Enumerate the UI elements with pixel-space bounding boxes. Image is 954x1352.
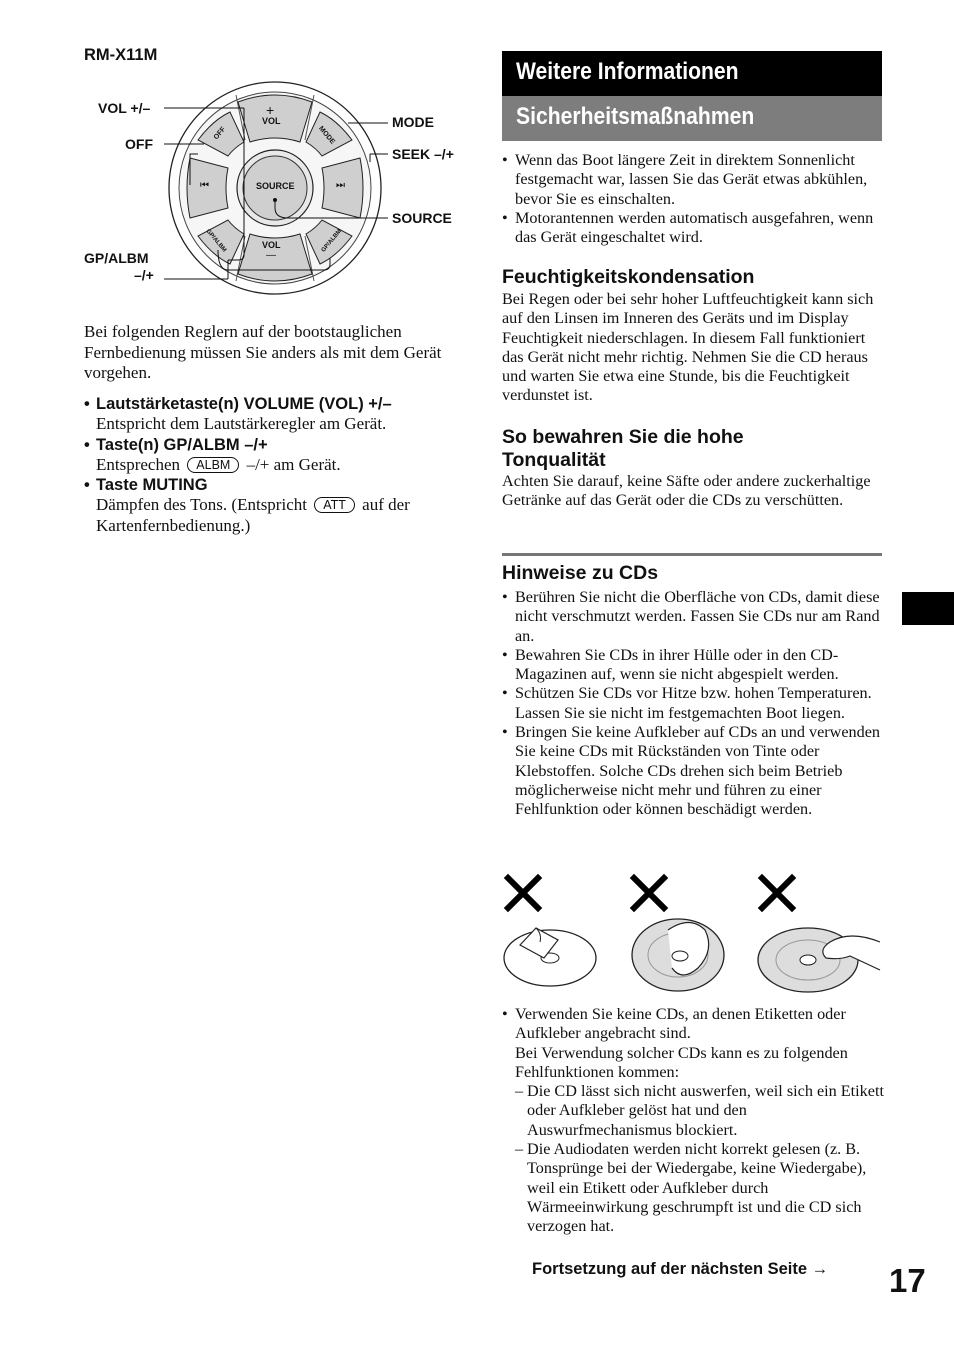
control-item-title: • Taste MUTING [84,475,464,495]
safety-list [502,151,882,247]
vol-plus-label: VOL [262,116,281,126]
mode-button-label: MODE [317,125,336,146]
att-key: ATT [314,497,355,513]
condensation-text: Bei Regen oder bei sehr hoher Luftfeuchtigkeit kann sich auf den Linsen im Inneren des Geräts und im Display Feuchtigkeit niederschlagen. In diesem Fall funktioniert das Gerät nicht mehr richtig. Nehmen Sie die CD heraus und warten Sie etwa eine Stunde, bis die Feuchtigkeit verdunstet ist. [502,290,874,405]
control-item-title: • Lautstärketaste(n) VOLUME (VOL) +/– [84,394,464,414]
control-list [84,394,464,536]
gp-albm-right-label: GP/ALBM [320,228,344,254]
label-bullet: • Verwenden Sie keine CDs, an denen Etiketten oder Aufkleber angebracht sind. [502,1005,884,1044]
callout-seek: SEEK –/+ [392,146,454,162]
label-warning [502,1005,884,1237]
safety-bullet: • Motorantennen werden automatisch ausgefahren, wenn das Gerät eingeschaltet wird. [502,209,882,248]
safety-bullet: • Wenn das Boot längere Zeit in direktem Sonnenlicht festgemacht war, lassen Sie das Gerät etwas abkühlen, bevor Sie es einschalten. [502,151,882,209]
callout-source: SOURCE [392,210,452,226]
model-title: RM-X11M [84,46,158,64]
page-number: 17 [889,1262,926,1299]
condensation-heading: Feuchtigkeitskondensation [502,266,755,288]
callout-off: OFF [125,136,153,152]
cd-bullet: • Bewahren Sie CDs in ihrer Hülle oder in den CD-Magazinen auf, wenn sie nicht abgespielt werden. [502,646,884,685]
callout-gp-albm: GP/ALBM [84,250,149,266]
minus-glyph: — [266,250,276,261]
control-item-title: • Taste(n) GP/ALBM –/+ [84,435,464,455]
section-subbanner [502,96,882,141]
gp-albm-left-label: GP/ALBM [204,228,228,254]
cd-bullet: • Schützen Sie CDs vor Hitze bzw. hohen Temperaturen. Lassen Sie sie nicht im festgemachten Boot liegen. [502,684,884,723]
control-item-text: Dämpfen des Tons. (Entspricht ATT auf der Kartenfernbedienung.) [96,495,410,535]
cd-bullet: • Bringen Sie keine Aufkleber auf CDs an und verwenden Sie keine CDs mit Rückständen von Tinte oder Klebstoffen. Solche CDs drehen sich beim Betrieb möglicherweise nicht mehr und führen zu einer Fehlfunktion oder können beschädigt werden. [502,723,884,819]
cd-touch-icon [758,928,880,992]
malfunction-item: – Die CD lässt sich nicht auswerfen, weil sich ein Etikett oder Aufkleber gelöst hat und den Auswurfmechanismus blockiert. [515,1082,884,1140]
cd-warped-icon [632,919,724,991]
callout-mode: MODE [392,114,434,130]
vol-minus-label: VOL [262,240,281,250]
section-divider [502,553,882,556]
banner-title: Weitere Informationen [516,58,739,85]
control-item-text: Entspricht dem Lautstärkeregler am Gerät. [96,414,387,433]
plus-glyph: + [266,102,275,118]
intro-paragraph: Bei folgenden Reglern auf der bootstauglichen Fernbedienung müssen Sie anders als mit dem Gerät vorgehen. [84,322,442,382]
cd-warning-illustrations [500,870,884,995]
chapter-tab [902,592,954,625]
off-button-label: OFF [212,125,228,142]
next-icon: ⏭ [336,180,345,191]
callout-vol: VOL +/– [98,100,151,116]
cds-list [502,588,884,820]
section-banner [502,51,882,96]
sound-heading: So bewahren Sie die hohe Tonqualität [502,426,744,471]
cds-heading: Hinweise zu CDs [502,562,659,584]
remote-diagram [78,80,478,300]
cd-sticker-icon [504,928,596,986]
control-item-text: Entsprechen ALBM –/+ am Gerät. [96,454,341,474]
cd-bullet: • Berühren Sie nicht die Oberfläche von CDs, damit diese nicht verschmutzt werden. Fassen Sie CDs nur am Rand an. [502,588,884,646]
albm-key: ALBM [187,457,239,473]
x-mark-icon [508,878,792,908]
malfunction-item: – Die Audiodaten werden nicht korrekt gelesen (z. B. Tonsprünge bei der Wiedergabe, keine Wiedergabe), weil ein Etikett oder Aufkleber durch Wärmeeinwirkung geschrumpft ist und die CD sich verzogen hat. [515,1140,884,1236]
continued-note: Fortsetzung auf der nächsten Seite → [532,1260,829,1278]
prev-icon: ⏮ [200,180,209,191]
banner-subtitle: Sicherheitsmaßnahmen [516,103,755,130]
label-followup: Bei Verwendung solcher CDs kann es zu folgenden Fehlfunktionen kommen: [515,1043,848,1081]
arrow-right-icon: → [811,1260,829,1278]
source-button-label: SOURCE [256,181,295,191]
callout-gp-albm-sign: –/+ [134,267,154,283]
sound-text: Achten Sie darauf, keine Säfte oder andere zuckerhaltige Getränke auf das Gerät oder die CDs zu verschütten. [502,472,871,510]
